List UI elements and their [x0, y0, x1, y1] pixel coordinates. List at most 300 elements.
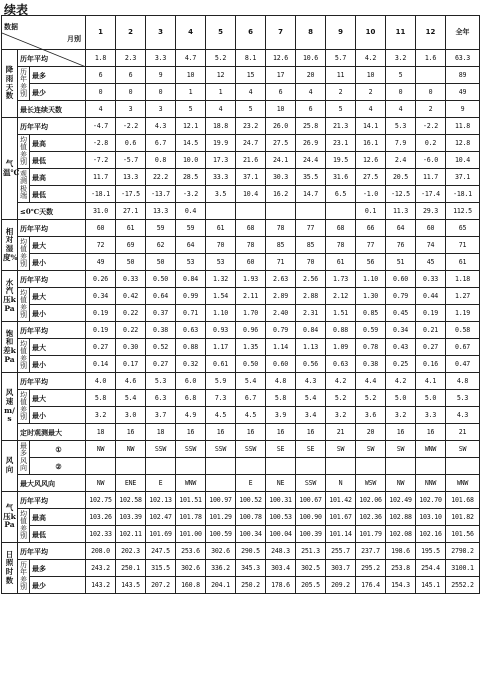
value-cell: 16 [266, 424, 296, 441]
value-cell: 102.06 [356, 492, 386, 509]
month-header-11: 11 [386, 16, 416, 50]
subgroup-label: 均值差别 [18, 288, 30, 322]
value-cell: -7.2 [86, 152, 116, 169]
value-cell: 302.6 [206, 543, 236, 560]
value-cell: -12.5 [386, 186, 416, 203]
value-cell: 2552.2 [446, 577, 480, 594]
value-cell [266, 203, 296, 220]
value-cell: 37.1 [236, 169, 266, 186]
value-cell: 302.6 [176, 560, 206, 577]
value-cell: 12 [206, 67, 236, 84]
value-cell: 1.10 [356, 271, 386, 288]
value-cell: 53 [206, 254, 236, 271]
value-cell: 0.63 [176, 322, 206, 339]
value-cell: 6.3 [146, 390, 176, 407]
value-cell: 21.3 [326, 118, 356, 135]
value-cell: 31.0 [86, 203, 116, 220]
value-cell: 45 [416, 254, 446, 271]
value-cell: 102.16 [416, 526, 446, 543]
value-cell: 26.0 [266, 118, 296, 135]
value-cell: 303.4 [266, 560, 296, 577]
value-cell: 10 [176, 67, 206, 84]
value-cell: 14.7 [296, 186, 326, 203]
value-cell: 102.13 [146, 492, 176, 509]
value-cell: 0.8 [146, 152, 176, 169]
subgroup-label: 观测极端 [18, 169, 30, 203]
value-cell: -18.1 [446, 186, 480, 203]
value-cell: 12.6 [266, 50, 296, 67]
value-cell: 243.2 [86, 560, 116, 577]
table-row [2, 186, 480, 203]
value-cell: -1.0 [356, 186, 386, 203]
value-cell: 30.3 [266, 169, 296, 186]
value-cell: 0.59 [356, 322, 386, 339]
value-cell: 7.3 [206, 390, 236, 407]
value-cell: 0.45 [386, 305, 416, 322]
value-cell: 2798.2 [446, 543, 480, 560]
value-cell: 102.36 [356, 509, 386, 526]
value-cell: 10.4 [446, 152, 480, 169]
table-row [2, 424, 480, 441]
value-cell: 4.5 [236, 407, 266, 424]
group-label: 相对湿度% [2, 220, 18, 271]
value-cell: 0.44 [416, 288, 446, 305]
value-cell: 71 [446, 237, 480, 254]
value-cell: 31.6 [326, 169, 356, 186]
value-cell [326, 458, 356, 475]
value-cell: 1.27 [446, 288, 480, 305]
value-cell: 85 [266, 237, 296, 254]
value-cell: 5.0 [416, 390, 446, 407]
value-cell: 16 [206, 424, 236, 441]
value-cell: 2.56 [296, 271, 326, 288]
table-row [2, 322, 480, 339]
value-cell: 143.2 [86, 577, 116, 594]
value-cell: 4 [386, 101, 416, 118]
value-cell: 23.2 [236, 118, 266, 135]
value-cell: 1.73 [326, 271, 356, 288]
value-cell: 0.27 [146, 356, 176, 373]
table-row [2, 288, 480, 305]
month-header-6: 6 [236, 16, 266, 50]
group-label: 饱和差kPa [2, 322, 18, 373]
value-cell: 0 [146, 84, 176, 101]
value-cell: 103.10 [416, 509, 446, 526]
value-cell: 101.56 [446, 526, 480, 543]
value-cell: WNW [176, 475, 206, 492]
value-cell: 19.5 [326, 152, 356, 169]
value-cell: 100.59 [206, 526, 236, 543]
value-cell: 251.3 [296, 543, 326, 560]
value-cell: 0.42 [116, 288, 146, 305]
value-cell: 2 [326, 84, 356, 101]
value-cell: 208.0 [86, 543, 116, 560]
value-cell: 0.37 [146, 305, 176, 322]
value-cell: 28.5 [176, 169, 206, 186]
row-label: 最少 [30, 84, 86, 101]
value-cell: 3.3 [416, 407, 446, 424]
value-cell: 77 [356, 237, 386, 254]
value-cell: 0.96 [236, 322, 266, 339]
value-cell: 0.2 [416, 135, 446, 152]
value-cell: 24.7 [236, 135, 266, 152]
value-cell: 10.0 [176, 152, 206, 169]
month-header-5: 5 [206, 16, 236, 50]
value-cell: 14.5 [176, 135, 206, 152]
value-cell: 101.82 [446, 509, 480, 526]
value-cell: E [146, 475, 176, 492]
value-cell: 1.32 [206, 271, 236, 288]
value-cell: 101.51 [176, 492, 206, 509]
value-cell: 17 [266, 67, 296, 84]
value-cell: 0.88 [176, 339, 206, 356]
value-cell: 21.6 [236, 152, 266, 169]
value-cell: 100.52 [236, 492, 266, 509]
value-cell: 60 [236, 254, 266, 271]
value-cell: 11.7 [416, 169, 446, 186]
table-row [2, 475, 480, 492]
value-cell: 5.8 [86, 390, 116, 407]
value-cell: 6 [266, 84, 296, 101]
table-row [2, 220, 480, 237]
value-cell: 253.6 [176, 543, 206, 560]
value-cell: 71 [266, 254, 296, 271]
value-cell: 78 [266, 220, 296, 237]
value-cell: 61 [116, 220, 146, 237]
value-cell: SSW [206, 441, 236, 458]
value-cell: 8.1 [236, 50, 266, 67]
value-cell: 1.18 [446, 271, 480, 288]
value-cell: N [326, 475, 356, 492]
value-cell [86, 458, 116, 475]
value-cell: 0.33 [416, 271, 446, 288]
value-cell: 61 [206, 220, 236, 237]
value-cell: 4.2 [326, 373, 356, 390]
value-cell: 2.63 [266, 271, 296, 288]
value-cell: 16.1 [356, 135, 386, 152]
value-cell: 37.1 [446, 169, 480, 186]
value-cell: 247.5 [146, 543, 176, 560]
value-cell: 207.2 [146, 577, 176, 594]
value-cell: 1.51 [326, 305, 356, 322]
value-cell: 0.93 [206, 322, 236, 339]
value-cell: 0.56 [296, 356, 326, 373]
table-row [2, 237, 480, 254]
table-row [2, 356, 480, 373]
value-cell: 100.78 [236, 509, 266, 526]
value-cell: 100.04 [266, 526, 296, 543]
value-cell: 14.1 [356, 118, 386, 135]
value-cell: 60 [416, 220, 446, 237]
table-row [2, 373, 480, 390]
value-cell [386, 458, 416, 475]
row-label: ② [30, 458, 86, 475]
month-header-10: 10 [356, 16, 386, 50]
subgroup-label: 均值差别 [18, 237, 30, 271]
value-cell: 33.3 [206, 169, 236, 186]
row-label: 最低 [30, 152, 86, 169]
value-cell: 0.16 [416, 356, 446, 373]
value-cell: 74 [416, 237, 446, 254]
table-row [2, 135, 480, 152]
value-cell: WNW [446, 475, 480, 492]
value-cell: 336.2 [206, 560, 236, 577]
value-cell: 5.3 [146, 373, 176, 390]
value-cell: 6.0 [176, 373, 206, 390]
value-cell: 4.2 [386, 373, 416, 390]
value-cell: 0.22 [116, 322, 146, 339]
value-cell: 72 [86, 237, 116, 254]
value-cell [116, 458, 146, 475]
value-cell: 5.3 [386, 118, 416, 135]
value-cell: 3.2 [386, 50, 416, 67]
value-cell: 101.29 [206, 509, 236, 526]
value-cell: 0.17 [116, 356, 146, 373]
value-cell: 0.30 [116, 339, 146, 356]
table-row [2, 543, 480, 560]
value-cell: 0.64 [146, 288, 176, 305]
value-cell: 255.7 [326, 543, 356, 560]
value-cell: -17.5 [116, 186, 146, 203]
value-cell: 56 [356, 254, 386, 271]
value-cell: 2 [416, 101, 446, 118]
value-cell: 25.8 [296, 118, 326, 135]
value-cell: 1.10 [206, 305, 236, 322]
value-cell: 3.6 [356, 407, 386, 424]
value-cell: 237.7 [356, 543, 386, 560]
value-cell: 250.1 [116, 560, 146, 577]
table-row [2, 152, 480, 169]
value-cell: 13.3 [116, 169, 146, 186]
value-cell: 6.7 [236, 390, 266, 407]
row-label: 最多 [30, 560, 86, 577]
climate-data-table [1, 15, 480, 594]
value-cell: 3.5 [206, 186, 236, 203]
month-header-1: 1 [86, 16, 116, 50]
value-cell: 1.14 [266, 339, 296, 356]
value-cell: SW [326, 441, 356, 458]
table-row [2, 492, 480, 509]
value-cell: 16 [296, 424, 326, 441]
value-cell: 1 [206, 84, 236, 101]
row-label: 最低 [30, 526, 86, 543]
value-cell: 100.90 [296, 509, 326, 526]
value-cell: 195.5 [416, 543, 446, 560]
value-cell: 102.08 [386, 526, 416, 543]
table-row [2, 84, 480, 101]
value-cell: 102.58 [116, 492, 146, 509]
value-cell: 0.6 [116, 135, 146, 152]
value-cell: 53 [176, 254, 206, 271]
value-cell: 1.70 [236, 305, 266, 322]
value-cell: 4.3 [446, 407, 480, 424]
value-cell: 1.19 [446, 305, 480, 322]
value-cell: 18 [86, 424, 116, 441]
value-cell: 49 [86, 254, 116, 271]
row-label: 历年平均 [18, 492, 86, 509]
value-cell [416, 67, 446, 84]
month-header-4: 4 [176, 16, 206, 50]
value-cell [296, 458, 326, 475]
value-cell: 3.2 [326, 407, 356, 424]
row-label: 最小 [30, 407, 86, 424]
value-cell [266, 458, 296, 475]
value-cell: 3.0 [116, 407, 146, 424]
value-cell: 178.6 [266, 577, 296, 594]
value-cell: 64 [176, 237, 206, 254]
value-cell: 160.8 [176, 577, 206, 594]
value-cell: NW [86, 441, 116, 458]
value-cell: 89 [446, 67, 480, 84]
value-cell: 209.2 [326, 577, 356, 594]
value-cell: NW [86, 475, 116, 492]
value-cell: 9 [146, 67, 176, 84]
value-cell: 5 [326, 101, 356, 118]
value-cell: 5.8 [266, 390, 296, 407]
value-cell: 10 [266, 101, 296, 118]
value-cell: 0.79 [266, 322, 296, 339]
value-cell: 3.9 [266, 407, 296, 424]
value-cell: 12.8 [446, 135, 480, 152]
value-cell: 59 [146, 220, 176, 237]
table-row [2, 526, 480, 543]
value-cell: 5 [386, 67, 416, 84]
value-cell: 315.5 [146, 560, 176, 577]
value-cell: 1.30 [356, 288, 386, 305]
value-cell: 0.22 [116, 305, 146, 322]
row-label: 最高 [30, 135, 86, 152]
value-cell: 78 [236, 237, 266, 254]
value-cell: 101.00 [176, 526, 206, 543]
corner-data-label: 数据 [4, 22, 18, 31]
value-cell: 16.2 [266, 186, 296, 203]
value-cell: 23.1 [326, 135, 356, 152]
value-cell: 85 [296, 237, 326, 254]
value-cell: -4.7 [86, 118, 116, 135]
value-cell: 2.89 [266, 288, 296, 305]
subgroup-label: 历年差别 [18, 67, 30, 101]
value-cell: 0.19 [416, 305, 446, 322]
value-cell: 5 [176, 101, 206, 118]
table-row [2, 560, 480, 577]
value-cell: 1.09 [326, 339, 356, 356]
value-cell: 20 [356, 424, 386, 441]
value-cell: 12.1 [176, 118, 206, 135]
table-row [2, 118, 480, 135]
value-cell: 1.6 [416, 50, 446, 67]
value-cell: SE [296, 441, 326, 458]
value-cell: SSW [176, 441, 206, 458]
value-cell: 24.1 [266, 152, 296, 169]
table-row [2, 339, 480, 356]
month-header-row [2, 16, 480, 50]
value-cell [326, 203, 356, 220]
group-label: 水汽压kPa [2, 271, 18, 322]
value-cell: 4.2 [356, 50, 386, 67]
value-cell: 4.3 [146, 118, 176, 135]
value-cell: 143.5 [116, 577, 146, 594]
table-row [2, 305, 480, 322]
value-cell: 3.3 [146, 50, 176, 67]
value-cell: 4.0 [86, 373, 116, 390]
value-cell: 100.34 [236, 526, 266, 543]
value-cell: 101.78 [176, 509, 206, 526]
value-cell: 0.43 [386, 339, 416, 356]
table-row [2, 254, 480, 271]
value-cell: 6.8 [176, 390, 206, 407]
value-cell: 2.12 [326, 288, 356, 305]
value-cell: 5.2 [356, 390, 386, 407]
value-cell: 17.3 [206, 152, 236, 169]
row-label: 历年平均 [18, 543, 86, 560]
value-cell: WSW [356, 475, 386, 492]
value-cell: 5.9 [206, 373, 236, 390]
value-cell: 18 [146, 424, 176, 441]
value-cell: 0.34 [386, 322, 416, 339]
value-cell: 1.13 [296, 339, 326, 356]
value-cell: 60 [86, 220, 116, 237]
value-cell: 10.4 [236, 186, 266, 203]
value-cell: 1.54 [206, 288, 236, 305]
value-cell: 100.67 [296, 492, 326, 509]
table-row [2, 458, 480, 475]
value-cell: 70 [296, 254, 326, 271]
value-cell [236, 458, 266, 475]
value-cell: 3 [116, 101, 146, 118]
value-cell: 18.8 [206, 118, 236, 135]
value-cell: 1.17 [206, 339, 236, 356]
value-cell: 0.71 [176, 305, 206, 322]
value-cell: 0.19 [86, 305, 116, 322]
value-cell: 5.3 [446, 390, 480, 407]
value-cell: 21 [446, 424, 480, 441]
subgroup-label: 均值差别 [18, 135, 30, 169]
value-cell: 64 [386, 220, 416, 237]
value-cell: 5.4 [236, 373, 266, 390]
subgroup-label: 均值差别 [18, 509, 30, 543]
value-cell: 49 [446, 84, 480, 101]
value-cell: 198.6 [386, 543, 416, 560]
value-cell: 0.26 [86, 271, 116, 288]
group-label: 降雨天数 [2, 50, 18, 118]
value-cell: 62 [146, 237, 176, 254]
value-cell: 0.78 [356, 339, 386, 356]
value-cell: 0.58 [446, 322, 480, 339]
value-cell: 302.5 [296, 560, 326, 577]
value-cell: 5.2 [326, 390, 356, 407]
value-cell: 204.1 [206, 577, 236, 594]
value-cell: 2.11 [236, 288, 266, 305]
value-cell: 4 [296, 84, 326, 101]
corner-header-cell [2, 16, 86, 50]
group-label: 风速m/s [2, 373, 18, 441]
row-label: 最高 [30, 169, 86, 186]
value-cell: 102.33 [86, 526, 116, 543]
value-cell: 26.9 [296, 135, 326, 152]
value-cell: 16 [116, 424, 146, 441]
value-cell: 2.31 [296, 305, 326, 322]
row-label: 最低 [30, 186, 86, 203]
value-cell: 4 [206, 101, 236, 118]
value-cell [206, 458, 236, 475]
value-cell: 0 [416, 84, 446, 101]
value-cell: 254.4 [416, 560, 446, 577]
value-cell: 68 [236, 220, 266, 237]
table-row [2, 441, 480, 458]
value-cell: 11.3 [386, 203, 416, 220]
value-cell: 176.4 [356, 577, 386, 594]
table-row [2, 390, 480, 407]
